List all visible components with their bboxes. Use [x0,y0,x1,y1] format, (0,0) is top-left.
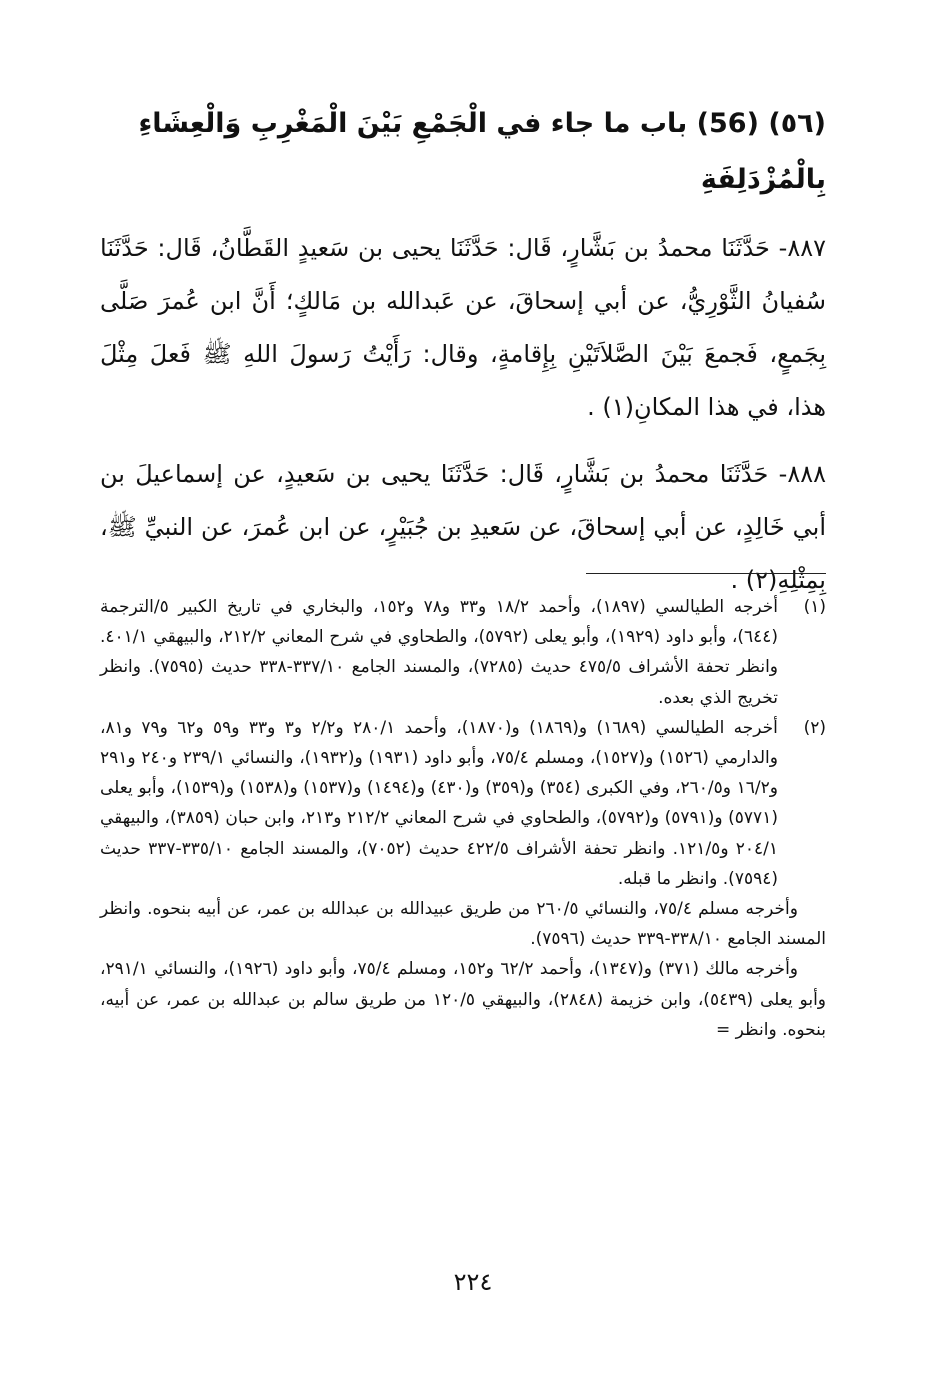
footnotes [100,592,826,1045]
footnote-text: أخرجه الطيالسي (١٨٩٧)، وأحمد ١٨/٢ و٣٣ و٧٨ و١٥٢، والبخاري في تاريخ الكبير ٥/الترجمة (٦٤٤)، وأبو داود (١٩٢٩)، وأبو يعلى (٥٧٩٢)، والطحاوي في شرح المعاني ٢١٢/٢، والبيهقي ٤٠١/١. وانظر تحفة الأشراف ٤٧٥/٥ حديث (٧٢٨٥)، والمسند الجامع ٣٣٧/١٠-٣٣٨ حديث (٧٥٩٥). وانظر تخريج الذي بعده. [100,597,779,708]
footnote-separator [586,573,826,574]
footnote-continuation-1: وأخرجه مسلم ٧٥/٤، والنسائي ٢٦٠/٥ من طريق عبيدالله بن عبدالله بن عمر، عن أبيه بنحوه. وانظر المسند الجامع ٣٣٨/١٠-٣٣٩ حديث (٧٥٩٦). [100,899,826,950]
page-number: ٢٢٤ [453,1268,493,1296]
footnote-2 [100,713,826,894]
main-text [100,96,826,621]
footnote-text: أخرجه الطيالسي (١٦٨٩) و(١٨٦٩) و(١٨٧٠)، وأحمد ٢٨٠/١ و٢/٢ و٣ و٣٣ و٥٩ و٦٢ و٧٩ و٨١، والدارمي (١٥٢٦) و(١٥٢٧)، ومسلم ٧٥/٤، وأبو داود (١٩٣١) و(١٩٣٢)، والنسائي ٢٣٩/١ و٢٤٠ و٢٩١ و١٦/٢ و٢٦٠/٥، وفي الكبرى (٣٥٤) و(٣٥٩) و(٤٣٠) و(١٤٩٤) و(١٥٣٧) و(١٥٣٨) و(١٥٣٩)، وأبو يعلى (٥٧٧١) و(٥٧٩١) و(٥٧٩٢)، والطحاوي في شرح المعاني ٢١٢/٢ و٢١٣، وابن حبان (٣٨٥٩)، والبيهقي ٢٠٤/١ و١٢١/٥. وانظر تحفة الأشراف ٤٢٢/٥ حديث (٧٠٥٢)، والمسند الجامع ٣٣٥/١٠-٣٣٧ حديث (٧٥٩٤). وانظر ما قبله. [100,717,779,889]
footnote-number: (٢) [803,717,826,738]
hadith-888: ٨٨٨- حَدَّثَنَا محمدُ بن بَشَّارٍ، قَال: حَدَّثَنَا يحيى بن سَعيدٍ، عن إسماعيلَ بن أبي خَالِدٍ، عن أبي إسحاقَ، عن سَعيدِ بن جُبَيْرٍ، عن ابن عُمرَ، عن النبيِّ ﷺ، بِمِثْلِهِ(٢) . [100,460,826,594]
hadith-887: ٨٨٧- حَدَّثَنَا محمدُ بن بَشَّارٍ، قَال: حَدَّثَنَا يحيى بن سَعيدٍ القَطَّانُ، قَال: حَدَّثَنَا سُفيانُ الثَّوْرِيُّ، عن أبي إسحاقَ، عن عَبدالله بن مَالكٍ؛ أَنَّ ابن عُمرَ صَلَّى بِجَمعٍ، فَجمعَ بَيْنَ الصَّلاَتَيْنِ بِإِقامةٍ، وقال: رَأَيْتُ رَسولَ اللهِ ﷺ فَعلَ مِثْلَ هذا، في هذا المكانِ(١) . [100,234,826,421]
footnote-number: (١) [803,597,826,617]
footnote-1 [100,592,826,713]
footnote-continuation-2: وأخرجه مالك (٣٧١) و(١٣٤٧)، وأحمد ٦٢/٢ و١٥٢، ومسلم ٧٥/٤، وأبو داود (١٩٢٦)، والنسائي ٢٩١/١، وأبو يعلى (٥٤٣٩)، وابن خزيمة (٢٨٤٨)، والبيهقي ١٢٠/٥ من طريق سالم بن عبدالله بن عمر، عن أبيه، بنحوه. وانظر = [100,959,826,1040]
chapter-title: (٥٦) (56) باب ما جاء في الْجَمْعِ بَيْنَ الْمَغْرِبِ وَالْعِشَاءِ بِالْمُزْدَلِفَةِ [138,108,826,195]
